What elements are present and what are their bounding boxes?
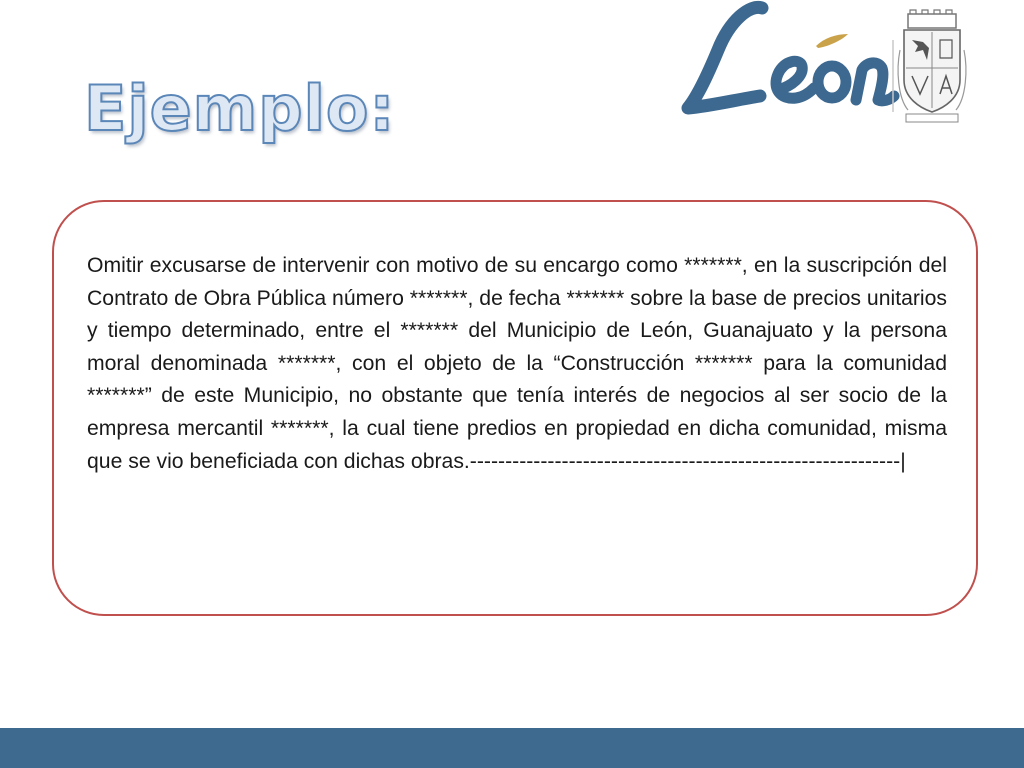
footer-bar [0,728,1024,768]
leon-logo [680,0,970,130]
slide-title: Ejemplo: [84,72,396,145]
body-text: Omitir excusarse de intervenir con motivo de su encargo como *******, en la suscripción del Contrato de Obra Pública número *******, de fecha ******* sobre la base de precios unitarios y tiempo determinado, entre el ******* del Municipio de León, Guanajuato y la persona moral denominada *******, con el objeto de la “Construcción ******* para la comunidad *******” de este Municipio, no obstante que tenía interés de negocios al ser socio de la empresa mercantil *******, la cual tiene predios en propiedad en dicha comunidad, misma que se vio beneficiada con dichas obras.-------------------------------------------------------------| [87,254,947,473]
leon-wordmark [688,7,894,108]
coat-of-arms-icon [898,10,966,122]
